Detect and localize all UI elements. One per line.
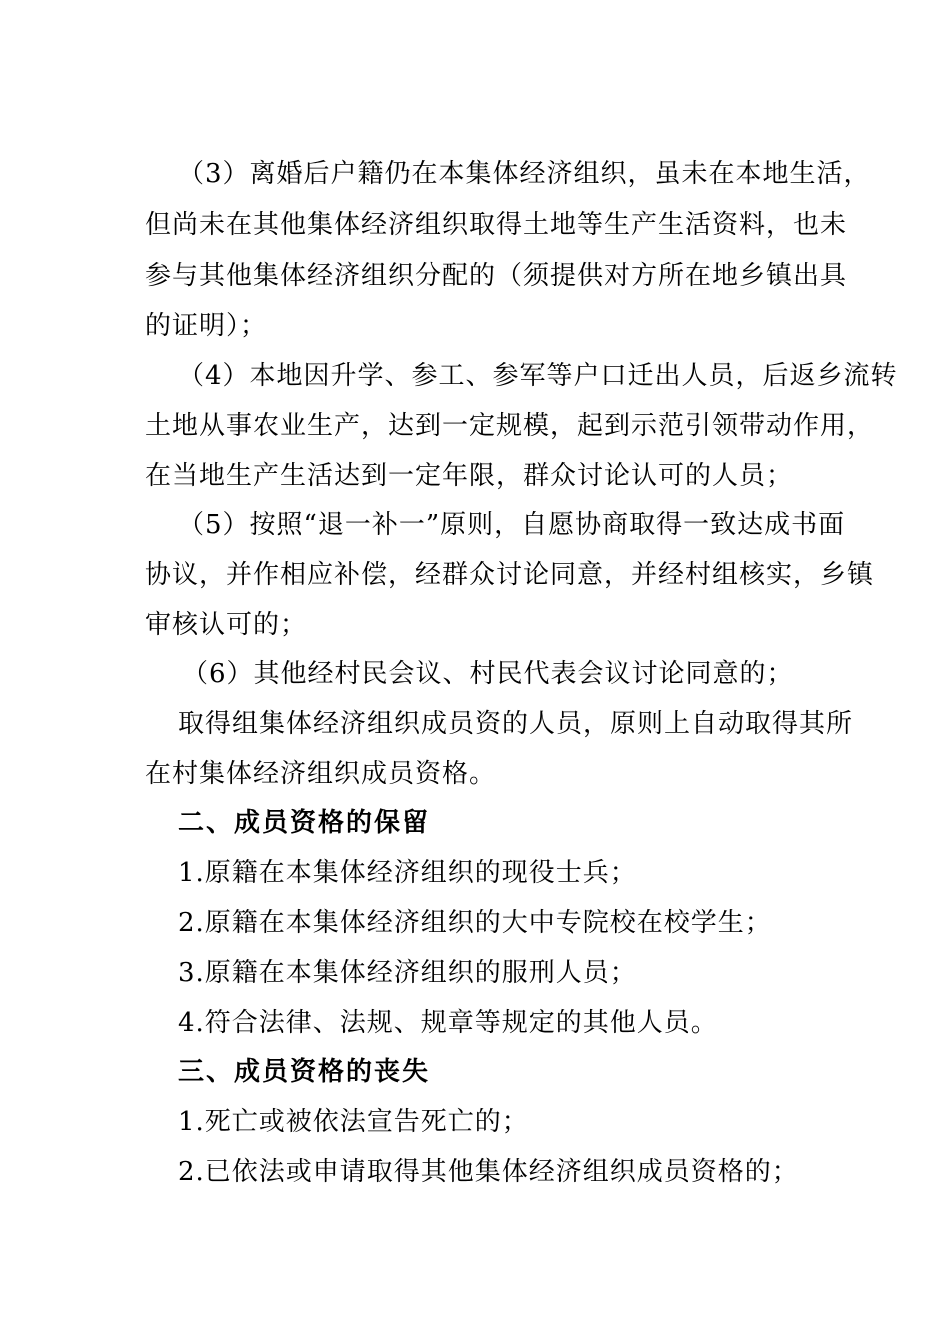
paragraph-summary-line-1: 取得组集体经济组织成员资的人员，原则上自动取得其所 [178, 709, 854, 739]
paragraph-summary-line-2: 在村集体经济组织成员资格。 [145, 759, 497, 789]
paragraph-item-3-line-2: 但尚未在其他集体经济组织取得土地等生产生活资料，也未 [145, 210, 848, 240]
retention-item-1: 1.原籍在本集体经济组织的现役士兵； [178, 858, 637, 888]
section-heading-retention: 二、成员资格的保留 [178, 808, 431, 838]
retention-item-4: 4.符合法律、法规、规章等规定的其他人员。 [178, 1008, 718, 1038]
retention-item-3: 3.原籍在本集体经济组织的服刑人员； [178, 958, 637, 988]
paragraph-item-3-line-3: 参与其他集体经济组织分配的（须提供对方所在地乡镇出具 [145, 261, 848, 291]
paragraph-item-5-line-2: 协议，并作相应补偿，经群众讨论同意，并经村组核实，乡镇 [145, 560, 875, 590]
paragraph-item-4-line-2: 土地从事农业生产，达到一定规模，起到示范引领带动作用， [145, 411, 875, 441]
paragraph-item-6: （6）其他经村民会议、村民代表会议讨论同意的； [182, 659, 794, 689]
paragraph-item-3-line-4: 的证明）； [145, 311, 268, 341]
paragraph-item-5-line-1: （5）按照“退一补一”原则，自愿协商取得一致达成书面 [178, 510, 846, 540]
paragraph-item-5-line-3: 审核认可的； [145, 610, 308, 640]
paragraph-item-3-line-1: （3）离婚后户籍仍在本集体经济组织，虽未在本地生活， [178, 159, 871, 189]
section-heading-loss: 三、成员资格的丧失 [178, 1057, 431, 1087]
loss-item-2: 2.已依法或申请取得其他集体经济组织成员资格的； [178, 1157, 799, 1187]
paragraph-item-4-line-1: （4）本地因升学、参工、参军等户口迁出人员，后返乡流转 [178, 361, 898, 391]
paragraph-item-4-line-3: 在当地生产生活达到一定年限，群众讨论认可的人员； [145, 461, 794, 491]
retention-item-2: 2.原籍在本集体经济组织的大中专院校在校学生； [178, 908, 772, 938]
loss-item-1: 1.死亡或被依法宣告死亡的； [178, 1107, 529, 1137]
